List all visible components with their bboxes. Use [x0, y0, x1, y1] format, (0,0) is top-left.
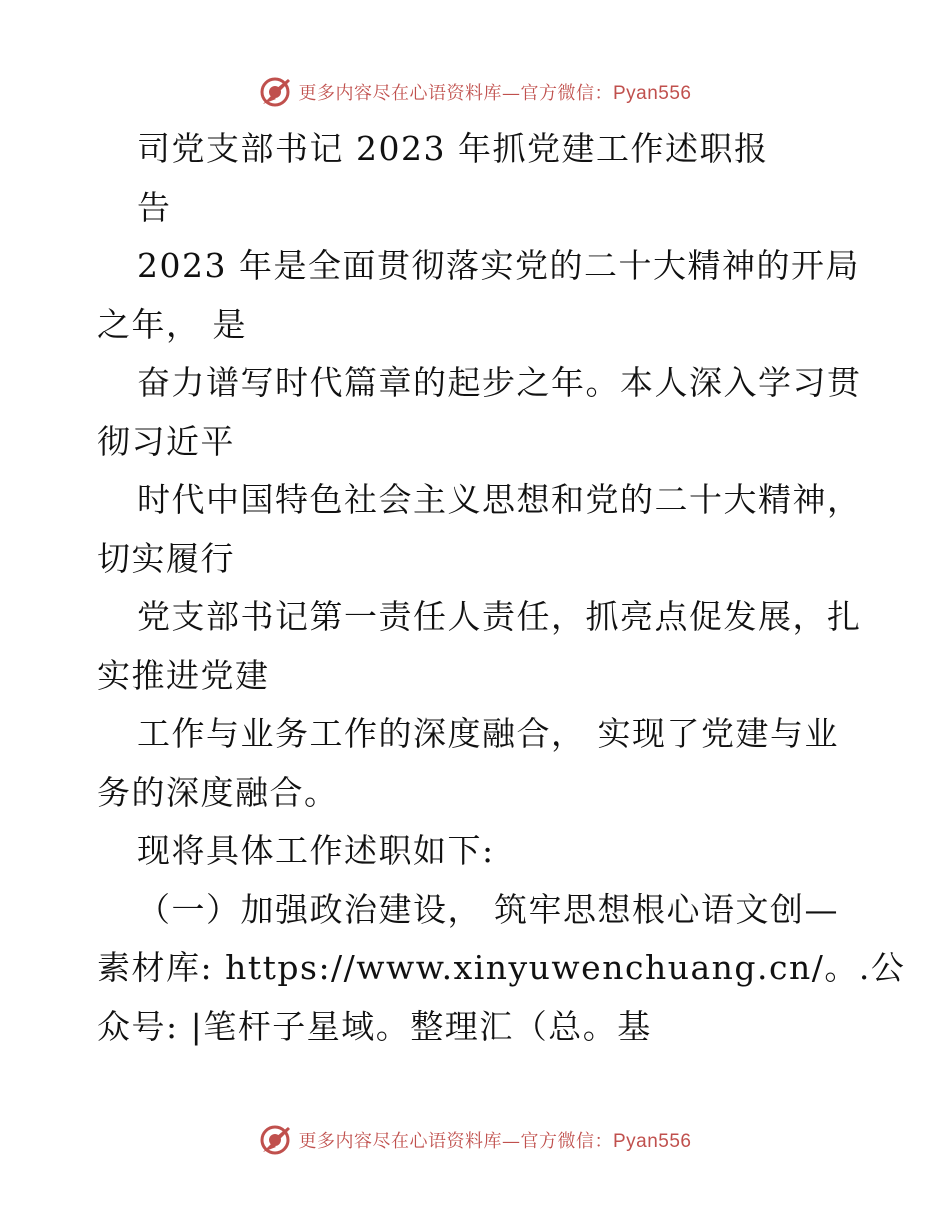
- document-body: [97, 120, 906, 1056]
- paragraph-line: 实推进党建: [97, 655, 270, 695]
- section-heading-line: （一）加强政治建设， 筑牢思想根心语文创—: [137, 889, 839, 929]
- title-line-1: 司党支部书记 2023 年抓党建工作述职报: [137, 129, 769, 168]
- paragraph-line: 彻习近平: [97, 421, 235, 461]
- paragraph-line: 奋力谱写时代篇章的起步之年。本人深入学习贯: [137, 363, 862, 402]
- watermark-text: 更多内容尽在心语资料库—官方微信：Pyan556: [298, 83, 692, 104]
- footer-watermark: [0, 1120, 950, 1160]
- pen-logo-icon: [258, 1123, 292, 1157]
- pen-logo-icon: [258, 75, 292, 109]
- paragraph-line: 工作与业务工作的深度融合， 实现了党建与业: [137, 714, 839, 753]
- paragraph-line: 务的深度融合。: [97, 772, 339, 812]
- paragraph-line: 时代中国特色社会主义思想和党的二十大精神，: [137, 480, 862, 519]
- paragraph-line: 2023 年是全面贯彻落实党的二十大精神的开局: [137, 246, 860, 285]
- title-line-2: 告: [137, 187, 172, 227]
- paragraph-line: 之年， 是: [97, 304, 247, 344]
- watermark-text: 更多内容尽在心语资料库—官方微信：Pyan556: [298, 1131, 692, 1152]
- paragraph-line: 党支部书记第一责任人责任，抓亮点促发展，扎: [137, 597, 862, 636]
- header-watermark: [0, 72, 950, 112]
- paragraph-line: 现将具体工作述职如下:: [137, 831, 495, 870]
- paragraph-line: 切实履行: [97, 538, 235, 578]
- paragraph-line: 素材库: https://www.xinyuwenchuang.cn/。.公: [97, 948, 906, 987]
- paragraph-line: 众号: |笔杆子星域。整理汇（总。基: [97, 1006, 652, 1046]
